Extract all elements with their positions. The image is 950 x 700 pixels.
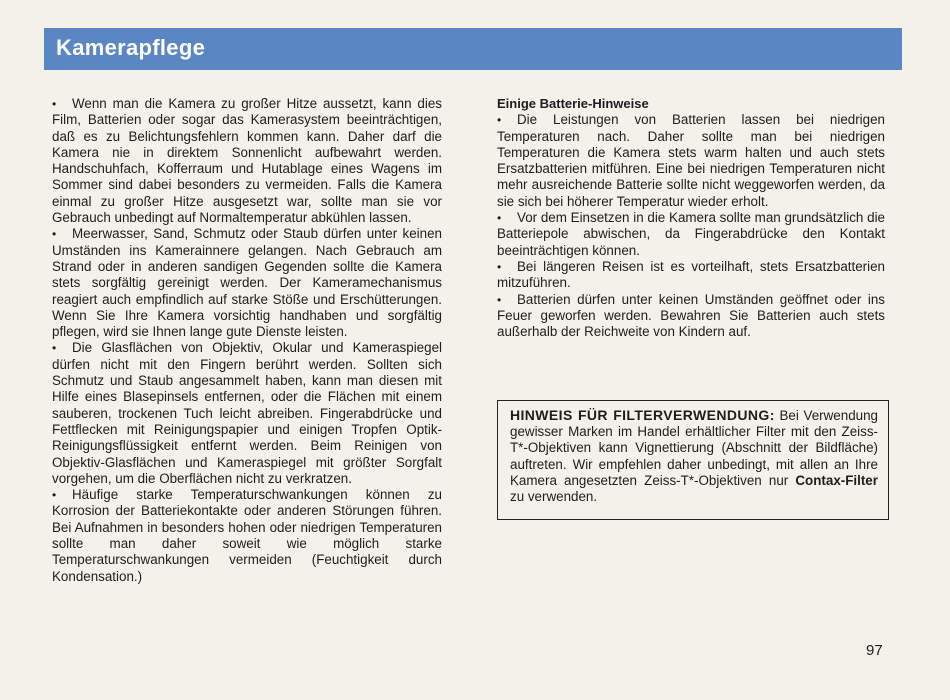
paragraph-text: Häufige starke Temperaturschwankungen können zu Korrosion der Batteriekontakte oder anderen Störungen führen. Bei Aufnahmen in besonders hohen oder niedrigen Temperaturen sollte man daher soweit wie möglich starke Temperaturschwankungen vermeiden (Feuchtigkeit durch Kondensation.) <box>52 487 442 584</box>
bullet-icon: • <box>497 211 502 226</box>
bullet-icon: • <box>497 259 502 274</box>
paragraph-text: Wenn man die Kamera zu großer Hitze aussetzt, kann dies Film, Batterien oder sogar das Kamerasystem beeinträchtigen, daß es zu Belichtungsfehlern kommen kann. Daher darf die Kamera nie in direktem Sonnenlicht aufbewahrt werden. Handschuhfach, Kofferraum und Hutablage eines Wagens im Sommer sind dabei besonders zu vermeiden. Falls die Kamera einmal zu großer Hitze ausgesetzt war, sollte man sie vor Gebrauch unbedingt auf Normaltemperatur abkühlen lassen. <box>52 96 442 226</box>
notice-bold-term: Contax-Filter <box>795 472 878 488</box>
battery-paragraph-travel <box>497 259 885 292</box>
battery-paragraph-poles <box>497 210 885 259</box>
bullet-icon: • <box>52 341 57 356</box>
bullet-icon: • <box>52 227 57 242</box>
notice-heading: HINWEIS FÜR FILTERVERWENDUNG: <box>510 407 775 423</box>
notice-text: Bei Verwendung gewisser Marken im Handel erhältlicher Filter mit den Zeiss-T*-Objektiven kann Vignettierung (Abschnitt der Bildfläche) auftreten. Wir empfehlen daher unbedingt, mit allen an Ihre Kamera angesetzten Zeiss-T*-Objektiven nur <box>510 408 878 488</box>
page-title: Kamerapflege <box>56 35 206 60</box>
paragraph-text: Batterien dürfen unter keinen Umständen geöffnet oder ins Feuer geworfen werden. Bewahren Sie Batterien auch stets außerhalb der Reichweite von Kindern auf. <box>497 291 885 340</box>
battery-paragraph-cold <box>497 112 885 210</box>
page-number: 97 <box>866 642 883 659</box>
battery-section-heading: Einige Batterie-Hinweise <box>497 96 649 111</box>
care-paragraph-temperature <box>52 487 442 585</box>
bullet-icon: • <box>52 488 57 503</box>
paragraph-text: Bei längeren Reisen ist es vorteilhaft, stets Ersatzbatterien mitzuführen. <box>497 258 885 291</box>
notice-text-end: zu verwenden. <box>510 489 598 505</box>
paragraph-text: Vor dem Einsetzen in die Kamera sollte man grundsätzlich die Batteriepole abwischen, da Fingerabdrücke den Kontakt beeinträchtigen können. <box>497 210 885 258</box>
care-paragraph-sand <box>52 226 442 340</box>
battery-paragraph-safety <box>497 292 885 341</box>
section-header-bar <box>44 28 902 70</box>
paragraph-text: Die Leistungen von Batterien lassen bei niedrigen Temperaturen nach. Daher sollte man bei niedrigen Temperaturen die Kamera stets warm halten und auch stets Ersatzbatterien mitführen. Eine bei niedrigen Temperaturen nicht mehr ausreichende Batterie sollte nicht weggeworfen werden, da sie sich bei höherer Temperatur wieder erholt. <box>497 112 885 209</box>
filter-notice-box <box>497 400 889 520</box>
paragraph-text: Meerwasser, Sand, Schmutz oder Staub dürfen unter keinen Umständen ins Kamerainnere gelangen. Nach Gebrauch am Strand oder in anderen sandigen Gegenden sollte die Kamera stets sorgfältig gereinigt werden. Der Kameramechanismus reagiert auch empfindlich auf starke Stöße und Erschütterungen. Wenn Sie Ihre Kamera vorsichtig handhaben und sorgfältig pflegen, wird sie Ihnen lange gute Dienste leisten. <box>52 226 442 340</box>
care-paragraph-glass <box>52 340 442 487</box>
left-column <box>52 96 442 585</box>
bullet-icon: • <box>497 113 502 128</box>
right-column <box>497 96 885 340</box>
bullet-icon: • <box>52 97 57 111</box>
care-paragraph-heat <box>52 96 442 226</box>
bullet-icon: • <box>497 292 502 307</box>
paragraph-text: Die Glasflächen von Objektiv, Okular und Kameraspiegel dürfen nicht mit den Fingern berührt werden. Sollten sich Schmutz und Staub angesammelt haben, kann man diesen mit Hilfe eines Blasepinsels entfernen, oder die Flächen mit einem sauberen, trockenen Tuch leicht abreiben. Fingerabdrücke und Fettflecken mit Reinigungspapier und einigen Tropfen Optik-Reinigungsflüssigkeit entfernt werden. Beim Reinigen von Objektiv-Glasflächen und Kameraspiegel mit größter Sorgfalt vorgehen, um die Oberflächen nicht zu verkratzen. <box>52 340 442 486</box>
